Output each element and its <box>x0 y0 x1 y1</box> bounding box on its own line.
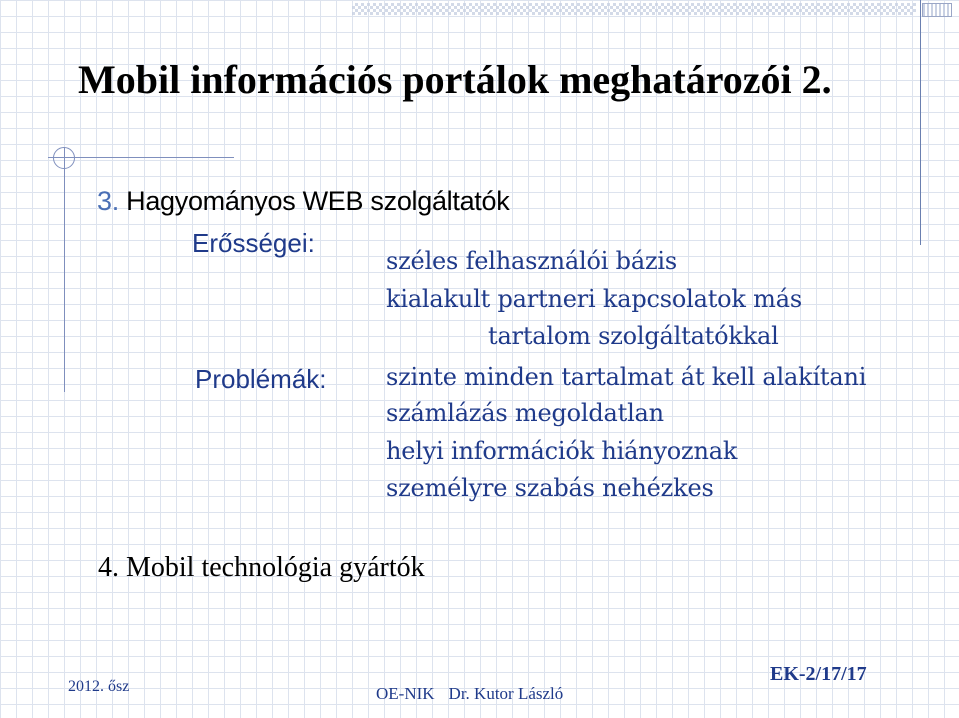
footer-org: OE-NIK <box>376 684 435 703</box>
problems-label: Problémák: <box>195 364 327 394</box>
decorative-circle <box>53 147 75 169</box>
section-3-heading-text: Hagyományos WEB szolgáltatók <box>126 186 510 216</box>
decorative-vertical-line <box>64 147 65 392</box>
section-3-number: 3. <box>97 186 119 216</box>
strength-item-2: kialakult partneri kapcsolatok más <box>386 285 802 313</box>
section-3-heading <box>97 186 509 217</box>
problem-item-1: szinte minden tartalmat át kell alakítani <box>386 363 867 391</box>
strengths-label: Erősségei: <box>192 228 315 258</box>
problem-item-3: helyi információk hiányoznak <box>386 437 738 465</box>
decorative-checker-band <box>352 3 916 15</box>
decorative-horizontal-line <box>48 157 234 158</box>
problem-item-2: számlázás megoldatlan <box>386 399 664 427</box>
slide-title: Mobil információs portálok meghatározói 2. <box>78 57 832 102</box>
decorative-right-line <box>920 0 921 245</box>
strength-item-1: széles felhasználói bázis <box>386 247 677 275</box>
problem-item-4: személyre szabás nehézkes <box>386 474 714 502</box>
decorative-corner-box <box>922 3 952 17</box>
footer-page-number: EK-2/17/17 <box>770 663 867 685</box>
strength-item-2-continuation: tartalom szolgáltatókkal <box>488 322 779 350</box>
footer-author <box>376 684 563 704</box>
footer-date: 2012. ősz <box>68 678 130 695</box>
footer-author-name: Dr. Kutor László <box>448 684 564 703</box>
section-4-heading: 4. Mobil technológia gyártók <box>98 552 425 583</box>
